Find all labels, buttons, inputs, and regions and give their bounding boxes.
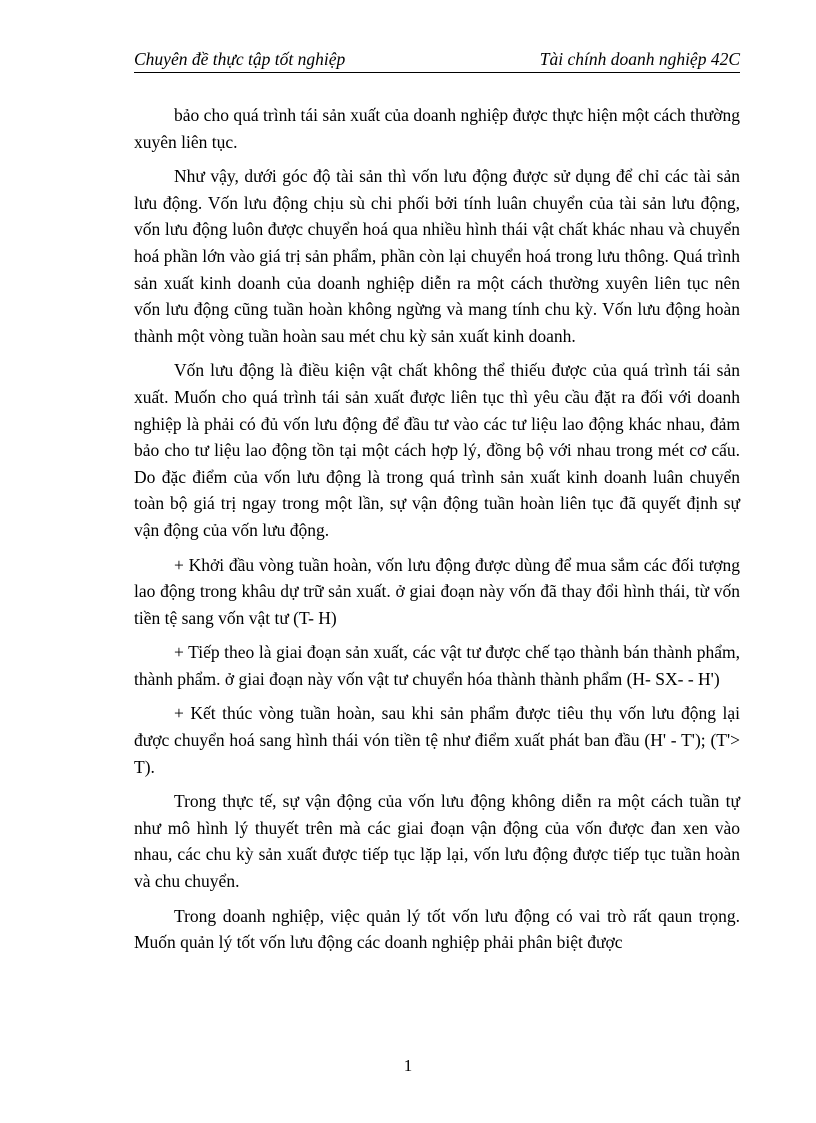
header-class-name: Tài chính doanh nghiệp 42C xyxy=(539,49,740,69)
paragraph-working-capital-role: Vốn lưu động là điều kiện vật chất không thể thiếu được của quá trình tái sản xuất. Muốn cho quá trình tái sản xuất được liên tục thì yêu cầu đặt ra đối với doanh nghiệp là phải có đủ vốn lưu động để đầu tư vào các tư liệu lao động khác nhau, đảm bảo cho tư liệu lao động tồn tại một cách hợp lý, đồng bộ với nhau trong mét cơ cấu. Do đặc điểm của vốn lưu động là trong quá trình sản xuất kinh doanh luân chuyển toàn bộ giá trị ngay trong một lần, sự vận động tuần hoàn liên tục đã quyết định sự vận động của vốn lưu động. xyxy=(134,360,740,540)
document-body xyxy=(134,102,740,964)
paragraph-cycle-end: + Kết thúc vòng tuần hoàn, sau khi sản phẩm được tiêu thụ vốn lưu động lại được chuyển hoá sang hình thái vón tiền tệ như điểm xuất phát ban đầu (H' - T'); (T'> T). xyxy=(134,703,740,777)
paragraph-cycle-start: + Khởi đầu vòng tuần hoàn, vốn lưu động được dùng để mua sắm các đối tượng lao động trong khâu dự trữ sản xuất. ở giai đoạn này vốn đã thay đổi hình thái, từ vốn tiền tệ sang vốn vật tư (T- H) xyxy=(134,554,740,628)
page-number: 1 xyxy=(403,1056,413,1075)
paragraph-working-capital-definition: Như vậy, dưới góc độ tài sản thì vốn lưu động được sử dụng để chỉ các tài sản lưu động. Vốn lưu động chịu sù chi phối bởi tính luân chuyển của tài sản lưu động, vốn lưu động luôn được chuyển hoá qua nhiều hình thái vật chất khác nhau và chuyển hoá phần lớn vào giá trị sản phẩm, phần còn lại chuyển hoá trong lưu thông. Quá trình sản xuất kinh doanh của doanh nghiệp diễn ra một cách thường xuyên liên tục nên vốn lưu động cũng tuần hoàn không ngừng và mang tính chu kỳ. Vốn lưu động hoàn thành một vòng tuần hoàn sau mét chu kỳ sản xuất kinh doanh. xyxy=(134,166,740,346)
paragraph-continuation: bảo cho quá trình tái sản xuất của doanh nghiệp được thực hiện một cách thường xuyên liên tục. xyxy=(134,105,740,152)
header-document-title: Chuyên đề thực tập tốt nghiệp xyxy=(134,49,346,69)
page-header xyxy=(134,48,740,73)
paragraph-management: Trong doanh nghiệp, việc quản lý tốt vốn lưu động có vai trò rất qaun trọng. Muốn quản lý tốt vốn lưu động các doanh nghiệp phải phân biệt được xyxy=(134,905,740,953)
paragraph-in-practice: Trong thực tế, sự vận động của vốn lưu động không diễn ra một cách tuần tự như mô hình lý thuyết trên mà các giai đoạn vận động của vốn được đan xen vào nhau, các chu kỳ sản xuất được tiếp tục lặp lại, vốn lưu động được tiếp tục tuần hoàn và chu chuyển. xyxy=(134,791,740,892)
paragraph-cycle-production: + Tiếp theo là giai đoạn sản xuất, các vật tư được chế tạo thành bán thành phẩm, thành phẩm. ở giai đoạn này vốn vật tư chuyển hóa thành thành phẩm (H- SX- - H') xyxy=(134,642,740,689)
